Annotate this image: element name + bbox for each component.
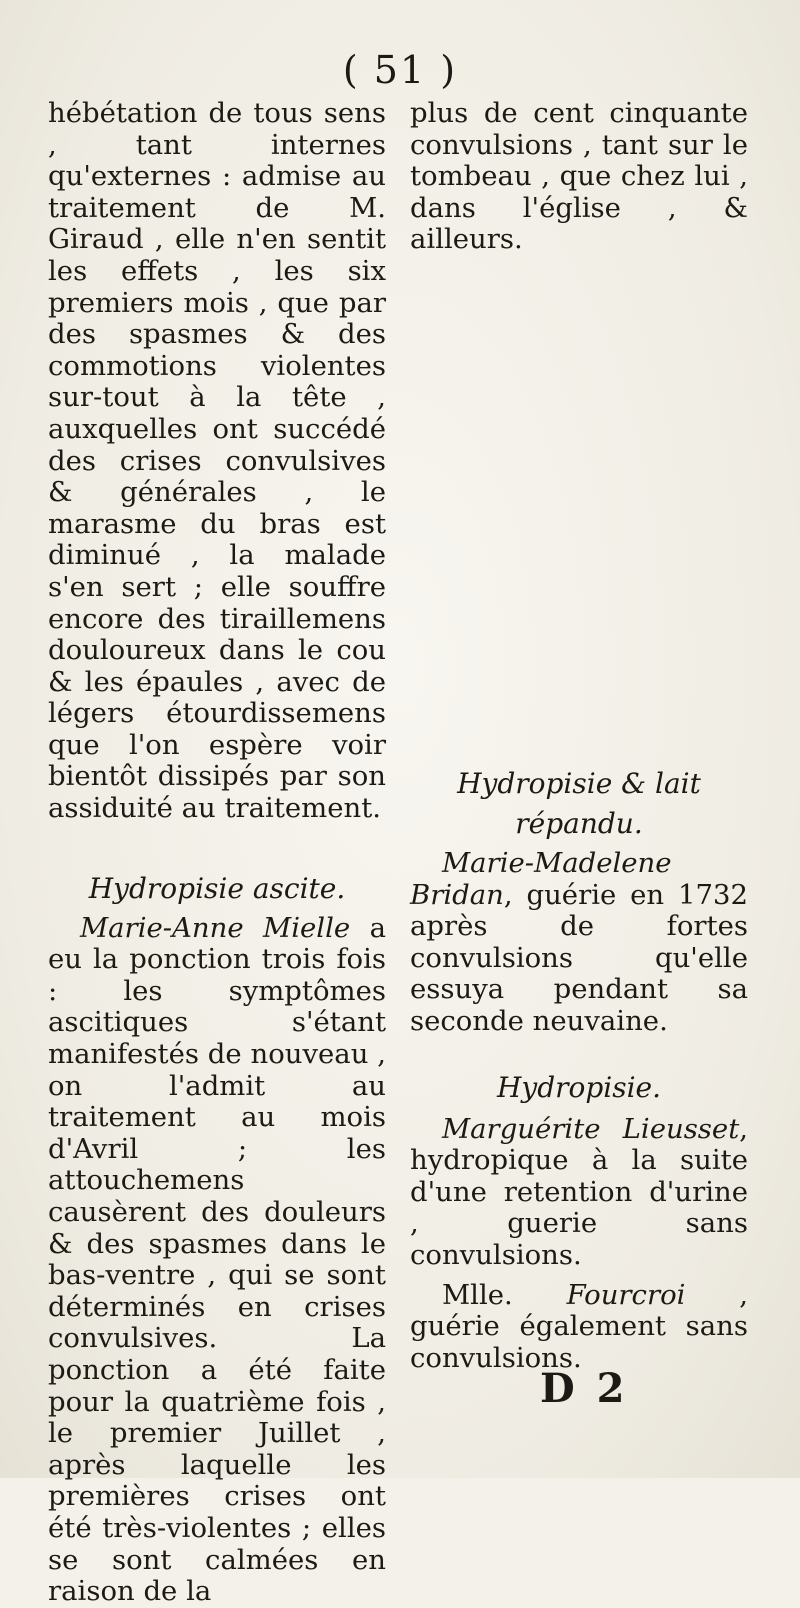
page-number: ( 51 ) — [342, 48, 458, 92]
person-name-mielle: Marie-Anne Mielle — [80, 911, 351, 944]
right-column — [410, 98, 748, 1374]
right-heading-hydropisie: Hydropisie. — [496, 1070, 662, 1104]
left-paragraph-1: hébétation de tous sens , tant internes qu'externes : admise au traitement de M. Giraud , elle n'en sentit les effets , les six premiers mois , que par des spasmes & des commotions violentes sur-tout à la tête , auxquelles ont succédé des crises convulsives & générales , le marasme du bras est diminué , la malade s'en sert ; elle souffre encore des tiraillemens douloureux dans le cou & les épaules , avec de légers étourdissemens que l'on espère voir bientôt dissipés par son assiduité au traitement. — [48, 97, 386, 825]
right-paragraph-2 — [410, 848, 748, 1038]
right-paragraph-3 — [410, 1114, 748, 1272]
right-heading-hydropisie-lait: Hydropisie & lait répandu. — [457, 766, 701, 840]
title-mlle: Mlle. — [442, 1278, 567, 1311]
signature-mark: D 2 — [540, 1365, 629, 1412]
left-paragraph-2-text: a eu la ponction trois fois : les symptômes ascitiques s'étant manifestés de nouveau , on l'admit au traitement au mois d'Avril ; les attouchemens causèrent des douleurs & des spasmes dans le bas-ventre , qui se sont déterminés en crises convulsives. La ponction a été faite pour la quatrième fois , le premier Juillet , après laquelle les premières crises ont été très-violentes ; elles se sont calmées en raison de la — [48, 911, 386, 1608]
person-name-fourcroi: Fourcroi — [566, 1278, 686, 1311]
right-paragraph-4-text: , guérie également sans convulsions. — [410, 1278, 748, 1374]
right-paragraph-2-text: , guérie en 1732 après de fortes convulsions qu'elle essuya pendant sa seconde neuvaine. — [410, 878, 748, 1037]
person-name-lieusset: Marguérite Lieusset — [442, 1112, 740, 1145]
right-paragraph-4 — [410, 1280, 748, 1375]
left-heading-hydropisie-ascite: Hydropisie ascite. — [88, 871, 346, 905]
left-paragraph-2 — [48, 913, 386, 1608]
right-paragraph-3-text: , hydropique à la suite d'une retention d'urine , guerie sans convulsions. — [410, 1112, 748, 1271]
person-name-bridan: Marie-Madelene Bridan — [410, 846, 672, 911]
left-column — [48, 98, 386, 1608]
right-paragraph-1: plus de cent cinquante convulsions , tant sur le tombeau , que chez lui , dans l'église , & ailleurs. — [410, 97, 748, 256]
